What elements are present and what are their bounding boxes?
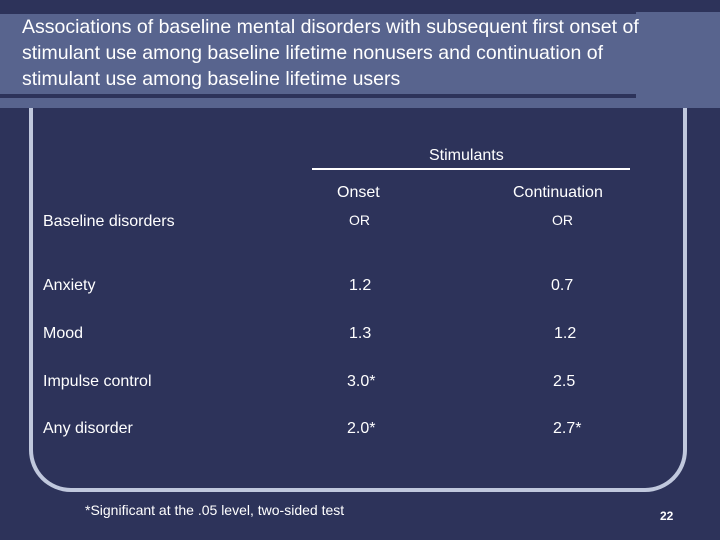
page-number: 22	[660, 509, 674, 523]
cell-continuation: 2.7*	[553, 420, 582, 437]
group-header-rule	[312, 168, 630, 170]
row-header: Baseline disorders	[43, 213, 175, 230]
slide-title: Associations of baseline mental disorders with subsequent first onset of stimulant use among baseline lifetime nonusers and continuation of stimulant use among baseline lifetime users	[22, 16, 639, 90]
cell-onset: 1.3	[349, 325, 372, 342]
column-header-continuation: Continuation	[513, 184, 603, 201]
cell-continuation: 2.5	[553, 373, 576, 390]
group-header-stimulants: Stimulants	[429, 147, 504, 164]
row-label: Mood	[43, 325, 84, 342]
cell-onset: 1.2	[349, 277, 372, 294]
column-header-onset: Onset	[337, 184, 380, 201]
title-underline	[0, 94, 636, 98]
cell-onset: 3.0*	[347, 373, 376, 390]
footnote: *Significant at the .05 level, two-sided test	[85, 502, 345, 518]
stat-label-continuation: OR	[552, 212, 573, 228]
row-label: Anxiety	[43, 277, 96, 294]
cell-continuation: 1.2	[554, 325, 577, 342]
row-label: Any disorder	[43, 420, 133, 437]
cell-onset: 2.0*	[347, 420, 376, 437]
cell-continuation: 0.7	[551, 277, 574, 294]
stat-label-onset: OR	[349, 212, 370, 228]
row-label: Impulse control	[43, 373, 152, 390]
